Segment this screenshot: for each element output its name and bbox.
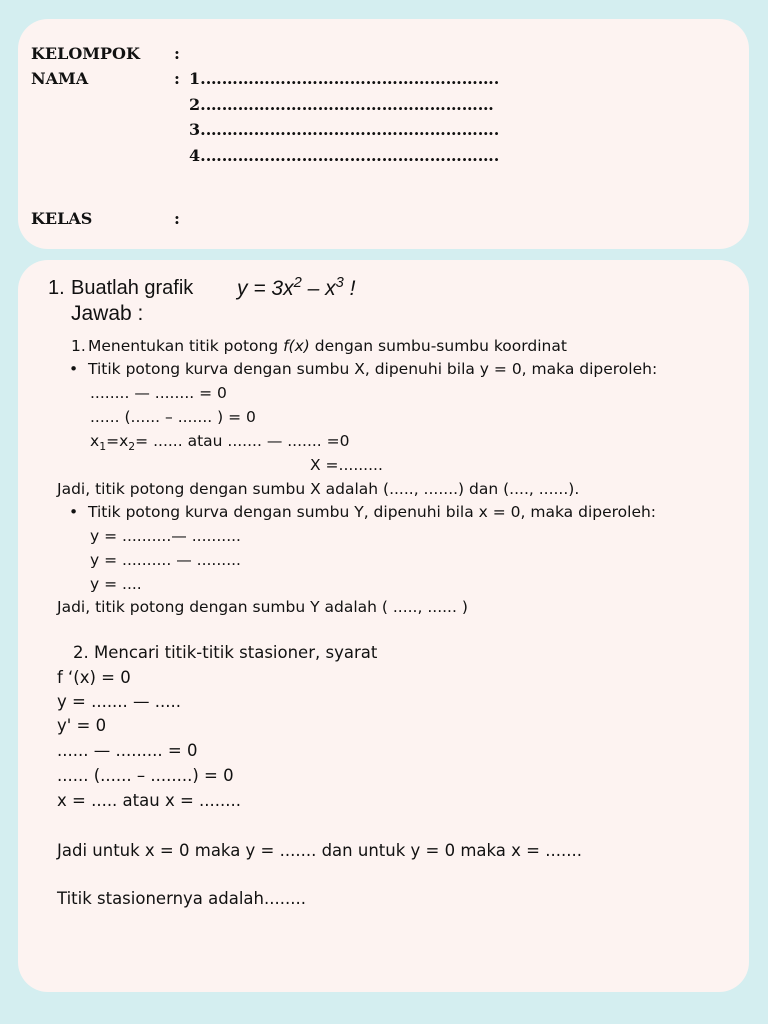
- s2-step-4[interactable]: ...... — ......... = 0: [57, 741, 198, 760]
- kelas-label: KELAS: [31, 209, 93, 228]
- name-line-number: 3.: [189, 120, 206, 139]
- y-conclusion[interactable]: Jadi, titik potong dengan sumbu Y adalah ( ....., ...... ): [57, 598, 468, 616]
- name-line-dots: ……………………………………………….: [205, 146, 500, 165]
- y-step-2[interactable]: y = .......... — .........: [90, 551, 241, 569]
- s2-step-1[interactable]: f ‘(x) = 0: [57, 668, 131, 687]
- x-step-1[interactable]: ........ — ........ = 0: [90, 384, 227, 402]
- name-line-2[interactable]: [189, 95, 494, 114]
- question-number: 1.: [48, 277, 65, 299]
- s2-step-5[interactable]: ...... (...... – ........) = 0: [57, 766, 234, 785]
- x-conclusion[interactable]: Jadi, titik potong dengan sumbu X adalah (....., .......) dan (...., ......).: [57, 480, 580, 498]
- question-text: Buatlah grafik: [71, 277, 194, 299]
- section1-number: 1.: [71, 337, 86, 355]
- s2-step-6[interactable]: x = ..... atau x = ........: [57, 791, 241, 810]
- x-step-2[interactable]: ...... (...... – ....... ) = 0: [90, 408, 256, 426]
- name-line-4[interactable]: [189, 146, 499, 165]
- name-line-dots: ……………………………………………….: [205, 120, 500, 139]
- nama-label: NAMA: [31, 69, 89, 88]
- x-step-3[interactable]: $x_1=x_2=$ ...... atau ....... — ....... =0: [90, 432, 350, 454]
- s2-step-2[interactable]: y = ....... — .....: [57, 692, 182, 711]
- kelompok-label: KELOMPOK: [31, 44, 140, 63]
- bullet-x-text: Titik potong kurva dengan sumbu X, dipenuhi bila y = 0, maka diperoleh:: [88, 360, 658, 378]
- section1-title: Menentukan titik potong f(x) dengan sumbu-sumbu koordinat: [88, 337, 567, 355]
- kelas-colon: :: [174, 209, 180, 228]
- x-step-4[interactable]: X =.........: [310, 456, 383, 474]
- name-line-number: 1.: [189, 69, 206, 88]
- y-step-1[interactable]: y = ..........— ..........: [90, 527, 241, 545]
- name-line-dots: ………………………………………………: [205, 95, 494, 114]
- bullet-dot: •: [69, 360, 79, 378]
- s2-conclusion-2[interactable]: Titik stasionernya adalah........: [57, 889, 306, 908]
- kelompok-colon: :: [174, 44, 180, 63]
- name-line-dots: ……………………………………………….: [205, 69, 500, 88]
- name-line-3[interactable]: [189, 120, 499, 139]
- bullet-y-text: Titik potong kurva dengan sumbu Y, dipenuhi bila x = 0, maka diperoleh:: [88, 503, 657, 521]
- question-equation: $y = 3x^2 - x^3$ !: [237, 275, 356, 300]
- y-step-3[interactable]: y = ....: [90, 575, 142, 593]
- name-line-1[interactable]: [189, 69, 499, 88]
- name-line-number: 2.: [189, 95, 206, 114]
- jawab-label: Jawab :: [71, 302, 144, 325]
- s2-step-3[interactable]: y' = 0: [57, 716, 107, 735]
- section2-title: 2. Mencari titik-titik stasioner, syarat: [73, 643, 378, 662]
- name-line-number: 4.: [189, 146, 206, 165]
- nama-colon: :: [174, 69, 180, 88]
- bullet-dot: •: [69, 503, 79, 521]
- s2-conclusion-1[interactable]: Jadi untuk x = 0 maka y = ....... dan untuk y = 0 maka x = .......: [57, 841, 582, 860]
